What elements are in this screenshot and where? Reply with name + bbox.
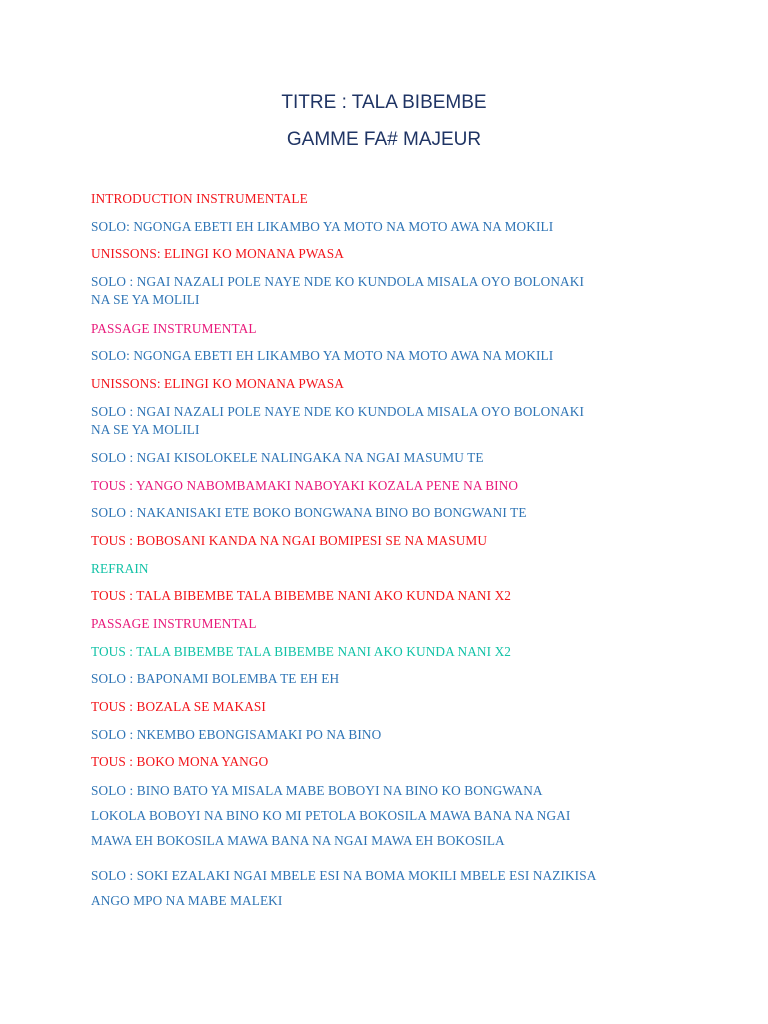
lyric-line: TOUS : BOKO MONA YANGO bbox=[91, 754, 269, 769]
lyric-line: UNISSONS: ELINGI KO MONANA PWASA bbox=[91, 376, 344, 391]
lyric-line: REFRAIN bbox=[91, 561, 149, 576]
lyric-line: INTRODUCTION INSTRUMENTALE bbox=[91, 191, 308, 206]
lyric-line: TOUS : YANGO NABOMBAMAKI NABOYAKI KOZALA PENE NA BINO bbox=[91, 478, 519, 493]
lyric-line: SOLO : SOKI EZALAKI NGAI MBELE ESI NA BOMA MOKILI MBELE ESI NAZIKISA bbox=[91, 868, 597, 883]
lyric-line: TOUS : TALA BIBEMBE TALA BIBEMBE NANI AKO KUNDA NANI X2 bbox=[91, 644, 512, 659]
lyric-line: TOUS : TALA BIBEMBE TALA BIBEMBE NANI AKO KUNDA NANI X2 bbox=[91, 588, 512, 603]
lyric-line: SOLO : NKEMBO EBONGISAMAKI PO NA BINO bbox=[91, 727, 382, 742]
lyric-line: ANGO MPO NA MABE MALEKI bbox=[91, 893, 283, 908]
lyric-line: UNISSONS: ELINGI KO MONANA PWASA bbox=[91, 246, 344, 261]
lyric-line: SOLO : BINO BATO YA MISALA MABE BOBOYI NA BINO KO BONGWANA bbox=[91, 783, 543, 798]
lyric-line: TOUS : BOZALA SE MAKASI bbox=[91, 699, 266, 714]
song-key: GAMME FA# MAJEUR bbox=[286, 129, 482, 150]
lyric-line: NA SE YA MOLILI bbox=[91, 292, 200, 307]
lyric-line: PASSAGE INSTRUMENTAL bbox=[91, 616, 257, 631]
lyric-line: SOLO: NGONGA EBETI EH LIKAMBO YA MOTO NA MOTO AWA NA MOKILI bbox=[91, 219, 554, 234]
lyric-line: MAWA EH BOKOSILA MAWA BANA NA NGAI MAWA EH BOKOSILA bbox=[91, 833, 505, 848]
lyric-line: SOLO: NGONGA EBETI EH LIKAMBO YA MOTO NA MOTO AWA NA MOKILI bbox=[91, 348, 554, 363]
lyric-line: SOLO : NGAI KISOLOKELE NALINGAKA NA NGAI MASUMU TE bbox=[91, 450, 484, 465]
lyric-line: LOKOLA BOBOYI NA BINO KO MI PETOLA BOKOSILA MAWA BANA NA NGAI bbox=[91, 808, 571, 823]
lyric-line: SOLO : NGAI NAZALI POLE NAYE NDE KO KUNDOLA MISALA OYO BOLONAKI bbox=[91, 274, 584, 289]
song-title: TITRE : TALA BIBEMBE bbox=[281, 92, 487, 113]
lyric-line: SOLO : NGAI NAZALI POLE NAYE NDE KO KUNDOLA MISALA OYO BOLONAKI bbox=[91, 404, 584, 419]
lyric-line: TOUS : BOBOSANI KANDA NA NGAI BOMIPESI SE NA MASUMU bbox=[91, 533, 488, 548]
lyric-line: SOLO : NAKANISAKI ETE BOKO BONGWANA BINO BO BONGWANI TE bbox=[91, 505, 527, 520]
lyric-line: NA SE YA MOLILI bbox=[91, 422, 200, 437]
lyric-line: SOLO : BAPONAMI BOLEMBA TE EH EH bbox=[91, 671, 340, 686]
lyric-line: PASSAGE INSTRUMENTAL bbox=[91, 321, 257, 336]
